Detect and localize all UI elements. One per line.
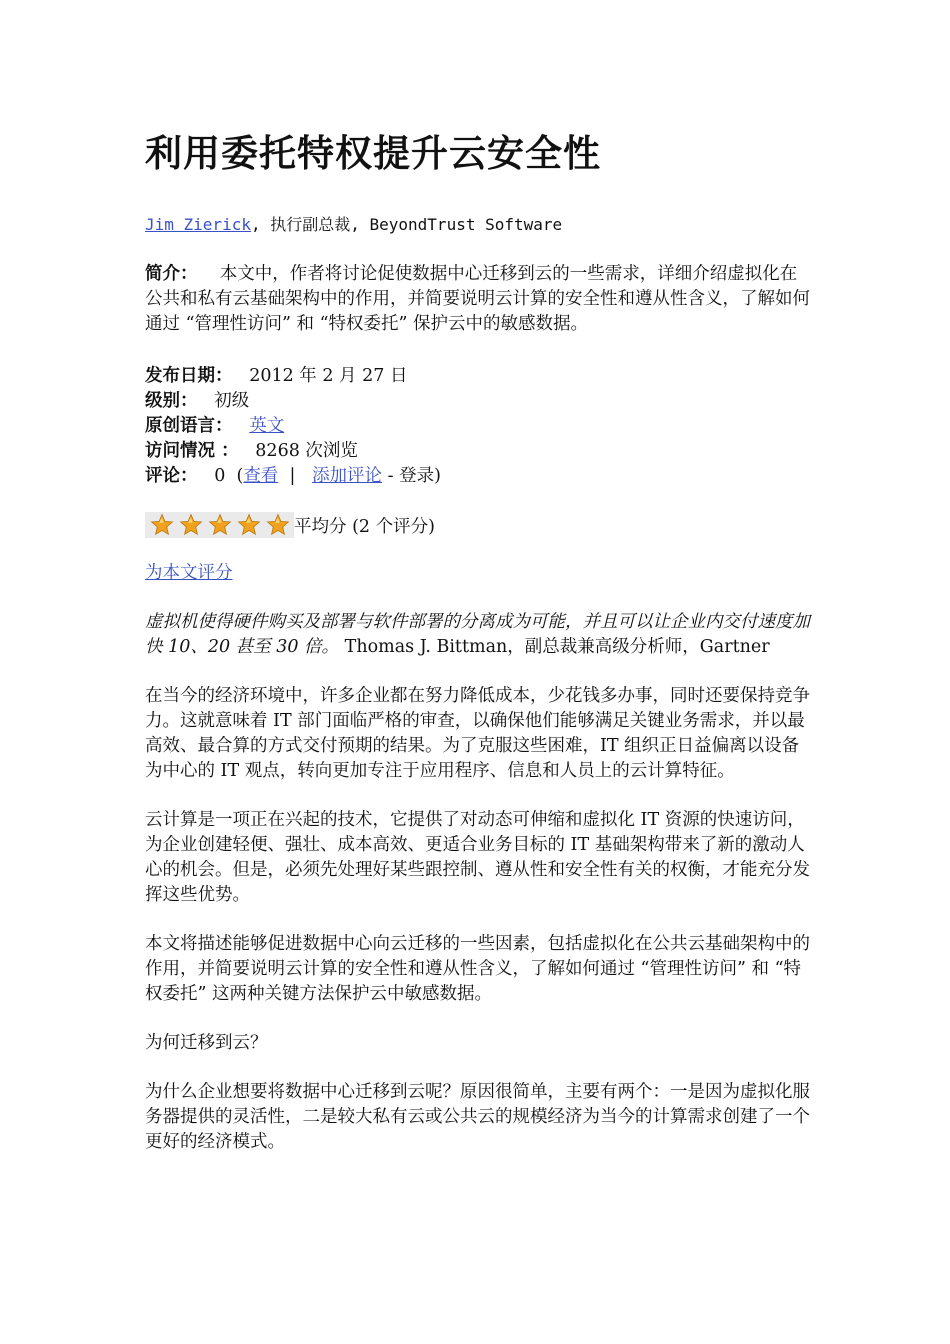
paragraph-3: 本文将描述能够促进数据中心向云迁移的一些因素，包括虚拟化在公共云基础架构中的作用，并简要说明云计算的安全性和遵从性含义，了解如何通过 “管理性访问” 和 “特权委托” 这两种关键方法保护云中敏感数据。 — [145, 934, 810, 1004]
star-rating — [145, 512, 294, 538]
paragraph-2: 云计算是一项正在兴起的技术，它提供了对动态可伸缩和虚拟化 IT 资源的快速访问，为企业创建轻便、强壮、成本高效、更适合业务目标的 IT 基础架构带来了新的激动人心的机会。但是，必须先处理好某些跟控制、遵从性和安全性有关的权衡，才能充分发挥这些优势。 — [145, 810, 810, 905]
meta-level — [145, 389, 810, 414]
star-icon — [205, 512, 234, 538]
rating-average: 平均分 (2 个评分) — [294, 516, 435, 537]
star-icon — [234, 512, 263, 538]
quote — [145, 610, 810, 660]
views-value: 8268 次浏览 — [255, 441, 358, 461]
author-link[interactable]: Jim Zierick — [145, 215, 251, 234]
lang-link[interactable]: 英文 — [249, 416, 285, 436]
date-label: 发布日期： — [145, 366, 233, 386]
meta-views — [145, 439, 810, 464]
comments-count: 0 — [214, 466, 226, 486]
article — [145, 118, 810, 1155]
meta-comments — [145, 464, 810, 489]
views-label: 访问情况 ： — [145, 441, 239, 461]
comments-label: 评论： — [145, 466, 198, 486]
paragraph-1: 在当今的经济环境中，许多企业都在努力降低成本，少花钱多办事，同时还要保持竞争力。这就意味着 IT 部门面临严格的审查，以确保他们能够满足关键业务需求，并以最高效、最合算的方式交付预期的结果。为了克服这些困难，IT 组织正日益偏离以设备为中心的 IT 观点，转向更加专注于应用程序、信息和人员上的云计算特征。 — [145, 686, 810, 781]
article-meta — [145, 364, 810, 489]
rating-row — [145, 511, 810, 539]
meta-language — [145, 414, 810, 439]
rate-article — [145, 561, 810, 586]
add-comment-link[interactable]: 添加评论 — [312, 466, 383, 486]
comments-open: ( — [236, 466, 244, 486]
comments-separator: | — [289, 466, 296, 486]
level-value: 初级 — [214, 391, 250, 411]
byline — [145, 214, 810, 236]
rate-article-link[interactable]: 为本文评分 — [145, 563, 233, 583]
comments-login: - 登录) — [387, 466, 441, 486]
star-icon — [263, 512, 292, 538]
lang-label: 原创语言： — [145, 416, 233, 436]
summary-text: 本文中，作者将讨论促使数据中心迁移到云的一些需求，详细介绍虚拟化在公共和私有云基础架构中的作用，并简要说明云计算的安全性和遵从性含义，了解如何通过 “管理性访问” 和 “特权委托” 保护云中的敏感数据。 — [145, 264, 810, 334]
page-title: 利用委托特权提升云安全性 — [145, 132, 601, 175]
date-value: 2012 年 2 月 27 日 — [249, 366, 408, 386]
section-heading: 为何迁移到云？ — [145, 1033, 268, 1053]
view-comments-link[interactable]: 查看 — [243, 466, 279, 486]
summary — [145, 262, 810, 337]
level-label: 级别： — [145, 391, 198, 411]
quote-attribution: Thomas J. Bittman，副总裁兼高级分析师，Gartner — [344, 637, 770, 657]
summary-label: 简介： — [145, 264, 198, 284]
star-icon — [147, 512, 176, 538]
author-role: , 执行副总裁, BeyondTrust Software — [250, 215, 563, 234]
star-icon — [176, 512, 205, 538]
quote-text: 虚拟机使得硬件购买及部署与软件部署的分离成为可能，并且可以让企业内交付速度加快 10、20 甚至 30 倍。 — [145, 612, 810, 657]
meta-date — [145, 364, 810, 389]
paragraph-4: 为什么企业想要将数据中心迁移到云呢？原因很简单，主要有两个：一是因为虚拟化服务器提供的灵活性，二是较大私有云或公共云的规模经济为当今的计算需求创建了一个更好的经济模式。 — [145, 1082, 810, 1152]
